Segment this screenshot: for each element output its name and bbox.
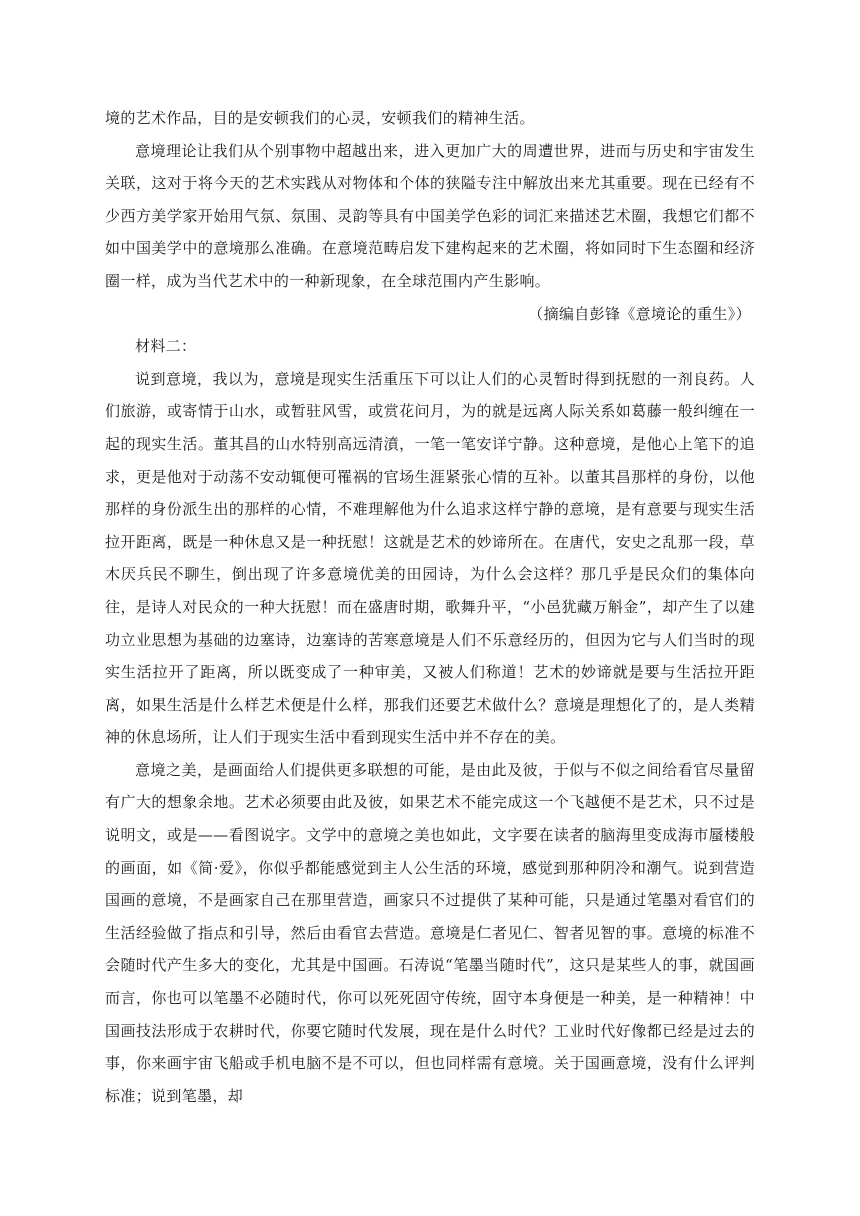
source-citation: （摘编自彭锋《意境论的重生》） <box>528 304 751 323</box>
paragraph-yijing-theory: 意境理论让我们从个别事物中超越出来，进入更加广大的周遭世界，进而与历史和宇宙发生关联，这对于将今天的艺术实践从对物体和个体的狭隘专注中解放出来尤其重要。现在已经有不少西方美学家开始用气氛、氛围、灵韵等具有中国美学色彩的词汇来描述艺术圈，我想它们都不如中国美学中的意境那么准确。在意境范畴启发下建构起来的艺术圈，将如同时下生态圈和经济圈一样，成为当代艺术中的一种新现象，在全球范围内产生影响。 <box>105 141 755 290</box>
paragraph-yijing-beauty: 意境之美，是画面给人们提供更多联想的可能，是由此及彼，于似与不似之间给看官尽量留有广大的想象余地。艺术必须要由此及彼，如果艺术不能完成这一个飞越便不是艺术，只不过是说明文，或是——看图说字。文学中的意境之美也如此，文字要在读者的脑海里变成海市蜃楼般的画面，如《简·爱》，你似乎都能感觉到主人公生活的环境，感觉到那种阴冷和潮气。说到营造国画的意境，不是画家自己在那里营造，画家只不过提供了某种可能，只是通过笔墨对看官们的生活经验做了指点和引导，然后由看官去营造。意境是仁者见仁、智者见智的事。意境的标准不会随时代产生多大的变化，尤其是中国画。石涛说“笔墨当随时代”，这只是某些人的事，就国画而言，你也可以笔墨不必随时代，你可以死死固守传统，固守本身便是一种美，是一种精神！中国画技法形成于农耕时代，你要它随时代发展，现在是什么时代？工业时代好像都已经是过去的事，你来画宇宙飞船或手机电脑不是不可以，但也同样需有意境。关于国画意境，没有什么评判标准；说到笔墨，却 <box>105 760 755 1105</box>
document-page <box>105 102 755 1112</box>
material-two-heading: 材料二： <box>135 337 197 356</box>
paragraph-opening-fragment: 境的艺术作品，目的是安顿我们的心灵，安顿我们的精神生活。 <box>105 109 535 127</box>
paragraph-yijing-consolation: 说到意境，我以为，意境是现实生活重压下可以让人们的心灵暂时得到抚慰的一剂良药。人们旅游，或寄情于山水，或暂驻风雪，或赏花问月，为的就是远离人际关系如葛藤一般纠缠在一起的现实生活。董其昌的山水特别高远清濆，一笔一笔安详宁静。这种意境，是他心上笔下的追求，更是他对于动荡不安动辄便可罹祸的官场生涯紧张心情的互补。以董其昌那样的身份，以他那样的身份派生出的那样的心情，不难理解他为什么追求这样宁静的意境，是有意要与现实生活拉开距离，既是一种休息又是一种抚慰！这就是艺术的妙谛所在。在唐代，安史之乱那一段，草木厌兵民不聊生，倒出现了许多意境优美的田园诗，为什么会这样？那几乎是民众们的集体向往，是诗人对民众的一种大抚慰！而在盛唐时期，歌舞升平，“小邑犹藏万斛金”，却产生了以建功立业思想为基础的边塞诗，边塞诗的苦寒意境是人们不乐意经历的，但因为它与人们当时的现实生活拉开了距离，所以既变成了一种审美，又被人们称道！艺术的妙谛就是要与生活拉开距离，如果生活是什么样艺术便是什么样，那我们还要艺术做什么？意境是理想化了的，是人类精神的休息场所，让人们于现实生活中看到现实生活中并不存在的美。 <box>105 369 755 747</box>
